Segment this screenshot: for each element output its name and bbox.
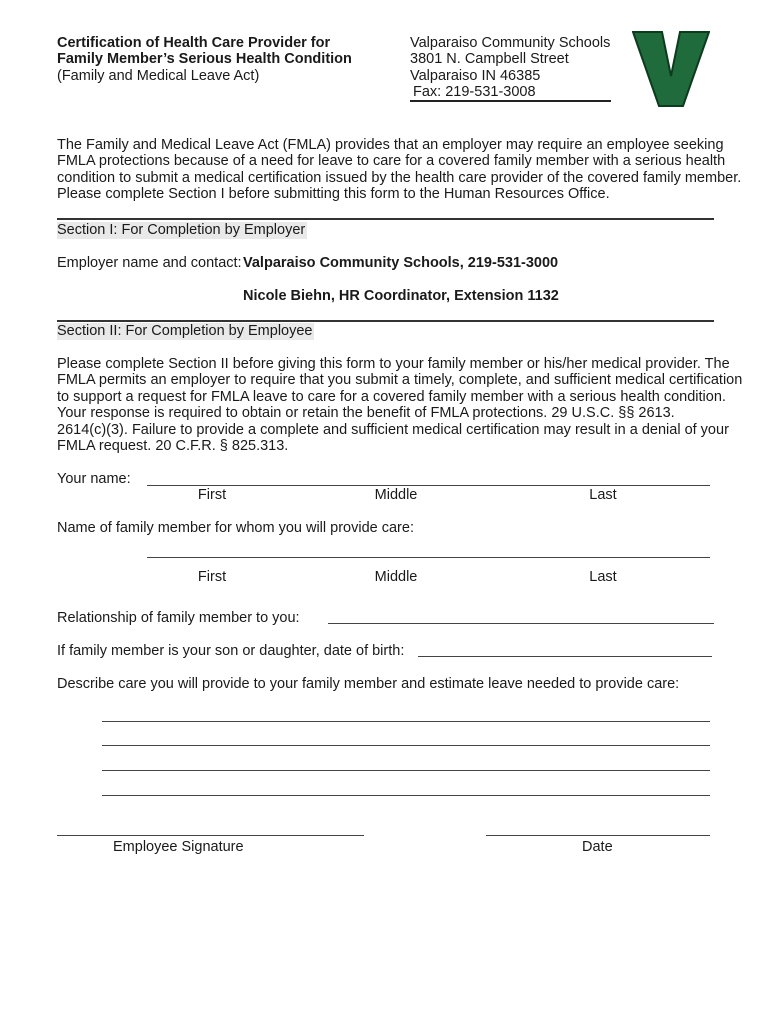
- org-street: 3801 N. Campbell Street: [410, 51, 569, 68]
- form-title-line-2: Family Member’s Serious Health Condition: [57, 51, 352, 68]
- family-member-label: Name of family member for whom you will provide care:: [57, 520, 414, 536]
- date-label: Date: [582, 839, 613, 855]
- describe-care-line-2[interactable]: [102, 745, 710, 746]
- employee-signature-line[interactable]: [57, 835, 364, 836]
- section-1-title: Section I: For Completion by Employer: [57, 222, 306, 238]
- dob-label: If family member is your son or daughter, date of birth:: [57, 643, 405, 659]
- employer-label: Employer name and contact:: [57, 255, 242, 271]
- section-2-instructions: [57, 356, 743, 455]
- instructions-line: Your response is required to obtain or retain the benefit of FMLA protections. 29 U.S.C. §§ 2613.: [57, 405, 675, 422]
- section-1-rule: [57, 218, 714, 220]
- describe-care-label: Describe care you will provide to your family member and estimate leave needed to provide care:: [57, 676, 680, 692]
- form-title-line-1: Certification of Health Care Provider for: [57, 35, 331, 51]
- describe-care-line-1[interactable]: [102, 721, 710, 722]
- family-middle-label: Middle: [374, 569, 418, 585]
- describe-care-line-4[interactable]: [102, 795, 710, 796]
- your-name-input-line[interactable]: [147, 485, 710, 486]
- form-subtitle: (Family and Medical Leave Act): [57, 67, 260, 84]
- form-title: [57, 35, 352, 84]
- organization-address: [410, 35, 610, 100]
- intro-line: Please complete Section I before submitting this form to the Human Resources Office.: [57, 186, 610, 203]
- family-first-label: First: [197, 569, 227, 585]
- logo-v-shape: [633, 32, 709, 106]
- your-name-last-label: Last: [589, 487, 617, 503]
- section-2-rule: [57, 320, 714, 322]
- instructions-line: 2614(c)(3). Failure to provide a complete and sufficient medical certification may result in a denial of your: [57, 421, 729, 438]
- intro-line: FMLA protections because of a need for leave to care for a covered family member with a serious health: [57, 153, 726, 170]
- instructions-line: to support a request for FMLA leave to care for a covered family member with a serious health condition.: [57, 388, 726, 405]
- family-last-label: Last: [589, 569, 617, 585]
- date-line[interactable]: [486, 835, 710, 836]
- org-name: Valparaiso Community Schools: [410, 35, 611, 51]
- instructions-line: Please complete Section II before giving this form to your family member or his/her medical provider. The: [57, 356, 730, 372]
- dob-input-line[interactable]: [418, 656, 712, 657]
- employer-contact-value: Nicole Biehn, HR Coordinator, Extension 1132: [243, 288, 559, 304]
- employee-signature-label: Employee Signature: [113, 839, 244, 855]
- your-name-label: Your name:: [57, 471, 131, 487]
- instructions-line: FMLA permits an employer to require that you submit a timely, complete, and sufficient medical certification: [57, 372, 743, 389]
- instructions-line: FMLA request. 20 C.F.R. § 825.313.: [57, 438, 289, 455]
- employer-value: Valparaiso Community Schools, 219-531-3000: [243, 255, 559, 271]
- your-name-first-label: First: [197, 487, 227, 503]
- school-v-logo: [632, 30, 710, 108]
- org-city: Valparaiso IN 46385: [410, 67, 541, 84]
- org-fax: Fax: 219-531-3008: [413, 83, 536, 100]
- relationship-input-line[interactable]: [328, 623, 714, 624]
- intro-line: The Family and Medical Leave Act (FMLA) provides that an employer may require an employee seeking: [57, 137, 724, 153]
- describe-care-line-3[interactable]: [102, 770, 710, 771]
- intro-line: condition to submit a medical certification issued by the health care provider of the covered family member.: [57, 169, 742, 186]
- relationship-label: Relationship of family member to you:: [57, 610, 300, 626]
- family-member-input-line[interactable]: [147, 557, 710, 558]
- your-name-middle-label: Middle: [374, 487, 418, 503]
- intro-paragraph: [57, 137, 742, 203]
- section-2-title: Section II: For Completion by Employee: [57, 323, 313, 339]
- header-divider: [410, 100, 611, 102]
